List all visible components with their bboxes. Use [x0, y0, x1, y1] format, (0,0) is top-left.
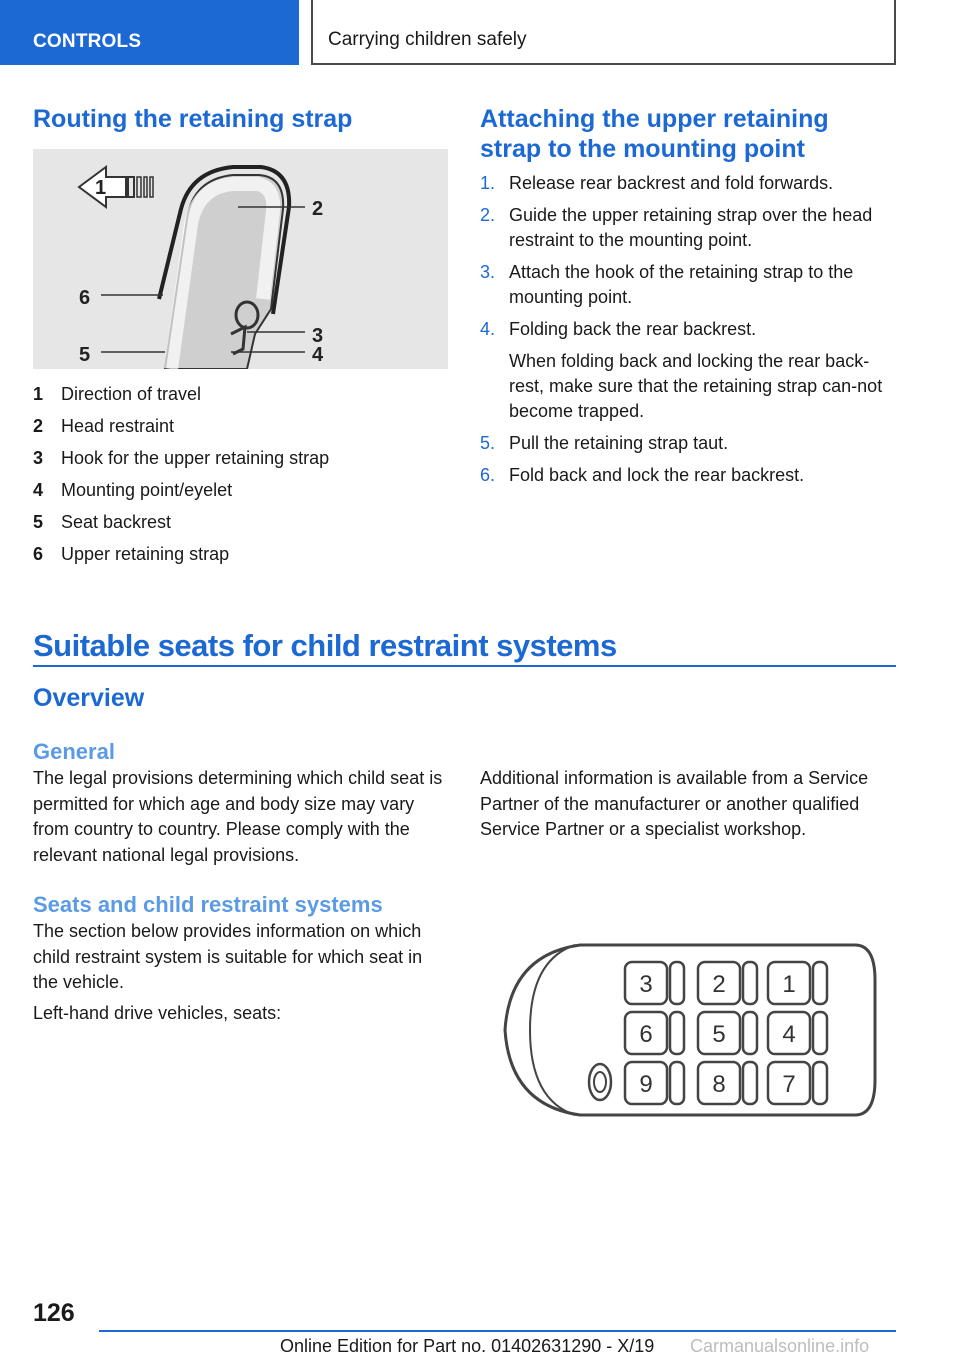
page-number: 126 — [33, 1299, 75, 1327]
legend-text: Direction of travel — [61, 383, 202, 404]
callout-2: 2 — [312, 198, 324, 220]
step-number: 6. — [480, 465, 496, 485]
step-number: 2. — [480, 205, 496, 225]
watermark-text: Carmanualsonline.info — [690, 1336, 870, 1356]
overview-heading: Overview — [33, 684, 145, 712]
seat-6 — [625, 1012, 684, 1054]
seat-number: 7 — [782, 1071, 796, 1098]
figure-legend — [33, 378, 329, 570]
legend-number: 1 — [33, 383, 44, 404]
step-text: Guide the upper retaining strap over the head restraint to the mounting point. — [509, 205, 873, 250]
attaching-heading-line2: strap to the mounting point — [480, 135, 805, 163]
seat-number: 9 — [639, 1071, 653, 1098]
strap-diagram — [33, 149, 448, 369]
general-heading: General — [33, 739, 115, 764]
step-text: Attach the hook of the retaining strap to the mounting point. — [509, 262, 854, 307]
seat-1 — [768, 962, 827, 1004]
additional-info-text: Additional information is available from a Service Partner of the manufacturer or another qualified Service Partner or a specialist workshop. — [480, 768, 869, 839]
seat-9 — [625, 1062, 684, 1104]
callout-3: 3 — [312, 325, 324, 347]
seat-5 — [698, 1012, 757, 1054]
legend-item — [33, 506, 329, 538]
seat-number: 8 — [712, 1071, 726, 1098]
seat-number: 5 — [712, 1021, 726, 1048]
step-item — [480, 317, 896, 424]
seat-layout-diagram — [470, 940, 890, 1120]
legend-item — [33, 442, 329, 474]
step-number: 5. — [480, 433, 496, 453]
seats-heading: Seats and child restraint systems — [33, 892, 383, 917]
seat-8 — [698, 1062, 757, 1104]
step-note: When folding back and locking the rear back‐rest, make sure that the retaining strap can‐not become trapped. — [509, 351, 883, 421]
step-text: Pull the retaining strap taut. — [509, 433, 729, 453]
legend-text: Seat backrest — [61, 511, 172, 532]
suitable-seats-heading: Suitable seats for child restraint systems — [33, 628, 617, 663]
seats-text: The section below provides information on which child restraint system is suitable for which seat in the vehicle. — [33, 921, 423, 992]
step-item — [480, 463, 896, 488]
lhd-text: Left-hand drive vehicles, seats: — [33, 1003, 282, 1023]
step-item — [480, 431, 896, 456]
legend-item — [33, 410, 329, 442]
step-number: 1. — [480, 173, 496, 193]
section-rule — [33, 665, 896, 667]
step-text: Folding back the rear backrest. — [509, 319, 757, 339]
step-item — [480, 260, 896, 310]
legend-text: Head restraint — [61, 415, 175, 436]
step-text: Release rear backrest and fold forwards. — [509, 173, 834, 193]
seat-number: 3 — [639, 971, 653, 998]
step-item — [480, 171, 896, 196]
step-number: 4. — [480, 319, 496, 339]
seat-4 — [768, 1012, 827, 1054]
legend-number: 3 — [33, 447, 44, 468]
seat-number: 4 — [782, 1021, 796, 1048]
callout-6: 6 — [79, 287, 91, 309]
legend-text: Upper retaining strap — [61, 543, 230, 564]
attaching-steps — [480, 171, 896, 495]
legend-number: 4 — [33, 479, 44, 500]
attaching-heading-line1: Attaching the upper retaining — [480, 105, 829, 133]
routing-heading: Routing the retaining strap — [33, 105, 353, 133]
step-text: Fold back and lock the rear backrest. — [509, 465, 805, 485]
footer-rule — [99, 1330, 896, 1332]
legend-item — [33, 474, 329, 506]
chapter-title: Carrying children safely — [311, 0, 896, 65]
step-number: 3. — [480, 262, 496, 282]
seat-number: 6 — [639, 1021, 653, 1048]
legend-text: Hook for the upper retaining strap — [61, 447, 330, 468]
edition-text: Online Edition for Part no. 01402631290 - X/19 — [280, 1336, 655, 1356]
legend-item — [33, 378, 329, 410]
callout-5: 5 — [79, 344, 91, 366]
step-item — [480, 203, 896, 253]
callout-1: 1 — [95, 177, 107, 199]
section-tab: CONTROLS — [0, 0, 299, 65]
seat-3 — [625, 962, 684, 1004]
routing-figure — [33, 149, 448, 369]
seat-number: 1 — [782, 971, 796, 998]
seat-number: 2 — [712, 971, 726, 998]
legend-number: 5 — [33, 511, 44, 532]
legend-number: 6 — [33, 543, 44, 564]
callout-4: 4 — [312, 344, 324, 366]
legend-number: 2 — [33, 415, 44, 436]
legend-item — [33, 538, 329, 570]
general-text: The legal provisions determining which child seat is permitted for which age and body size may vary from country to country. Please comply with the relevant national legal provisions. — [33, 768, 443, 865]
legend-text: Mounting point/eyelet — [61, 479, 233, 500]
seat-7 — [768, 1062, 827, 1104]
seat-2 — [698, 962, 757, 1004]
